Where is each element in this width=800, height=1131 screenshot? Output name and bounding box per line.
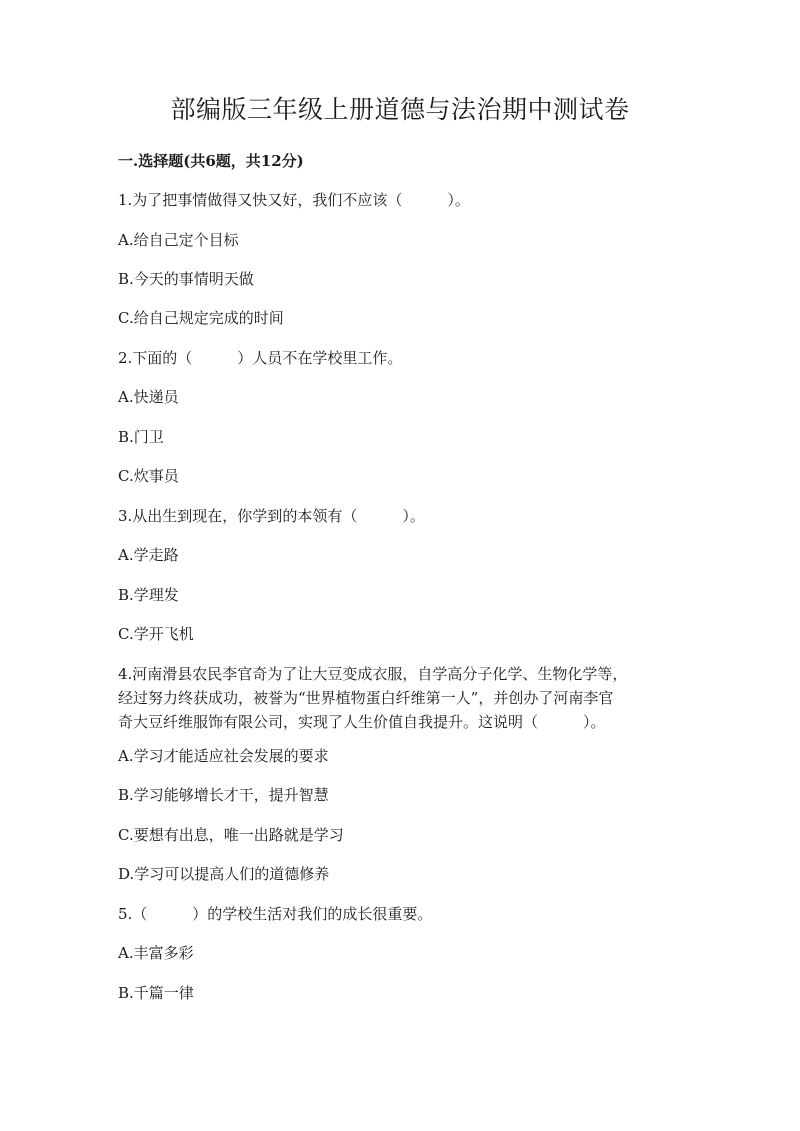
question-1-option-a: A.给自己定个目标 (118, 231, 239, 249)
question-4-stem (118, 662, 688, 734)
page-title: 部编版三年级上册道德与法治期中测试卷 (170, 95, 630, 124)
question-4-option-d: D.学习可以提高人们的道德修养 (118, 865, 330, 883)
question-3-stem: 3.从出生到现在，你学到的本领有（ ）。 (118, 507, 425, 525)
question-5-stem: 5.（ ）的学校生活对我们的成长很重要。 (118, 905, 433, 923)
question-3-option-c: C.学开飞机 (118, 625, 194, 643)
question-4-stem-line-2: 经过努力终获成功，被誉为“世界植物蛋白纤维第一人”，并创办了河南李官 (118, 689, 614, 707)
question-4-stem-line-1: 4.河南滑县农民李官奇为了让大豆变成衣服，自学高分子化学、生物化学等， (118, 665, 628, 683)
question-5-option-a: A.丰富多彩 (118, 944, 194, 962)
question-1-stem: 1.为了把事情做得又快又好，我们不应该（ ）。 (118, 191, 470, 209)
question-4-option-c: C.要想有出息，唯一出路就是学习 (118, 826, 344, 844)
question-2-option-a: A.快递员 (118, 388, 179, 406)
section-heading: 一.选择题(共6题，共12分) (118, 152, 304, 170)
question-2-option-c: C.炊事员 (118, 467, 179, 485)
question-2-stem: 2.下面的（ ）人员不在学校里工作。 (118, 349, 403, 367)
question-5-option-b: B.千篇一律 (118, 984, 194, 1002)
question-3-option-a: A.学走路 (118, 546, 179, 564)
question-1-option-c: C.给自己规定完成的时间 (118, 309, 284, 327)
question-4-stem-line-3: 奇大豆纤维服饰有限公司，实现了人生价值自我提升。这说明（ ）。 (118, 713, 606, 731)
question-1-option-b: B.今天的事情明天做 (118, 270, 254, 288)
question-4-option-a: A.学习才能适应社会发展的要求 (118, 747, 329, 765)
question-3-option-b: B.学理发 (118, 586, 179, 604)
question-2-option-b: B.门卫 (118, 428, 164, 446)
question-4-option-b: B.学习能够增长才干，提升智慧 (118, 786, 329, 804)
